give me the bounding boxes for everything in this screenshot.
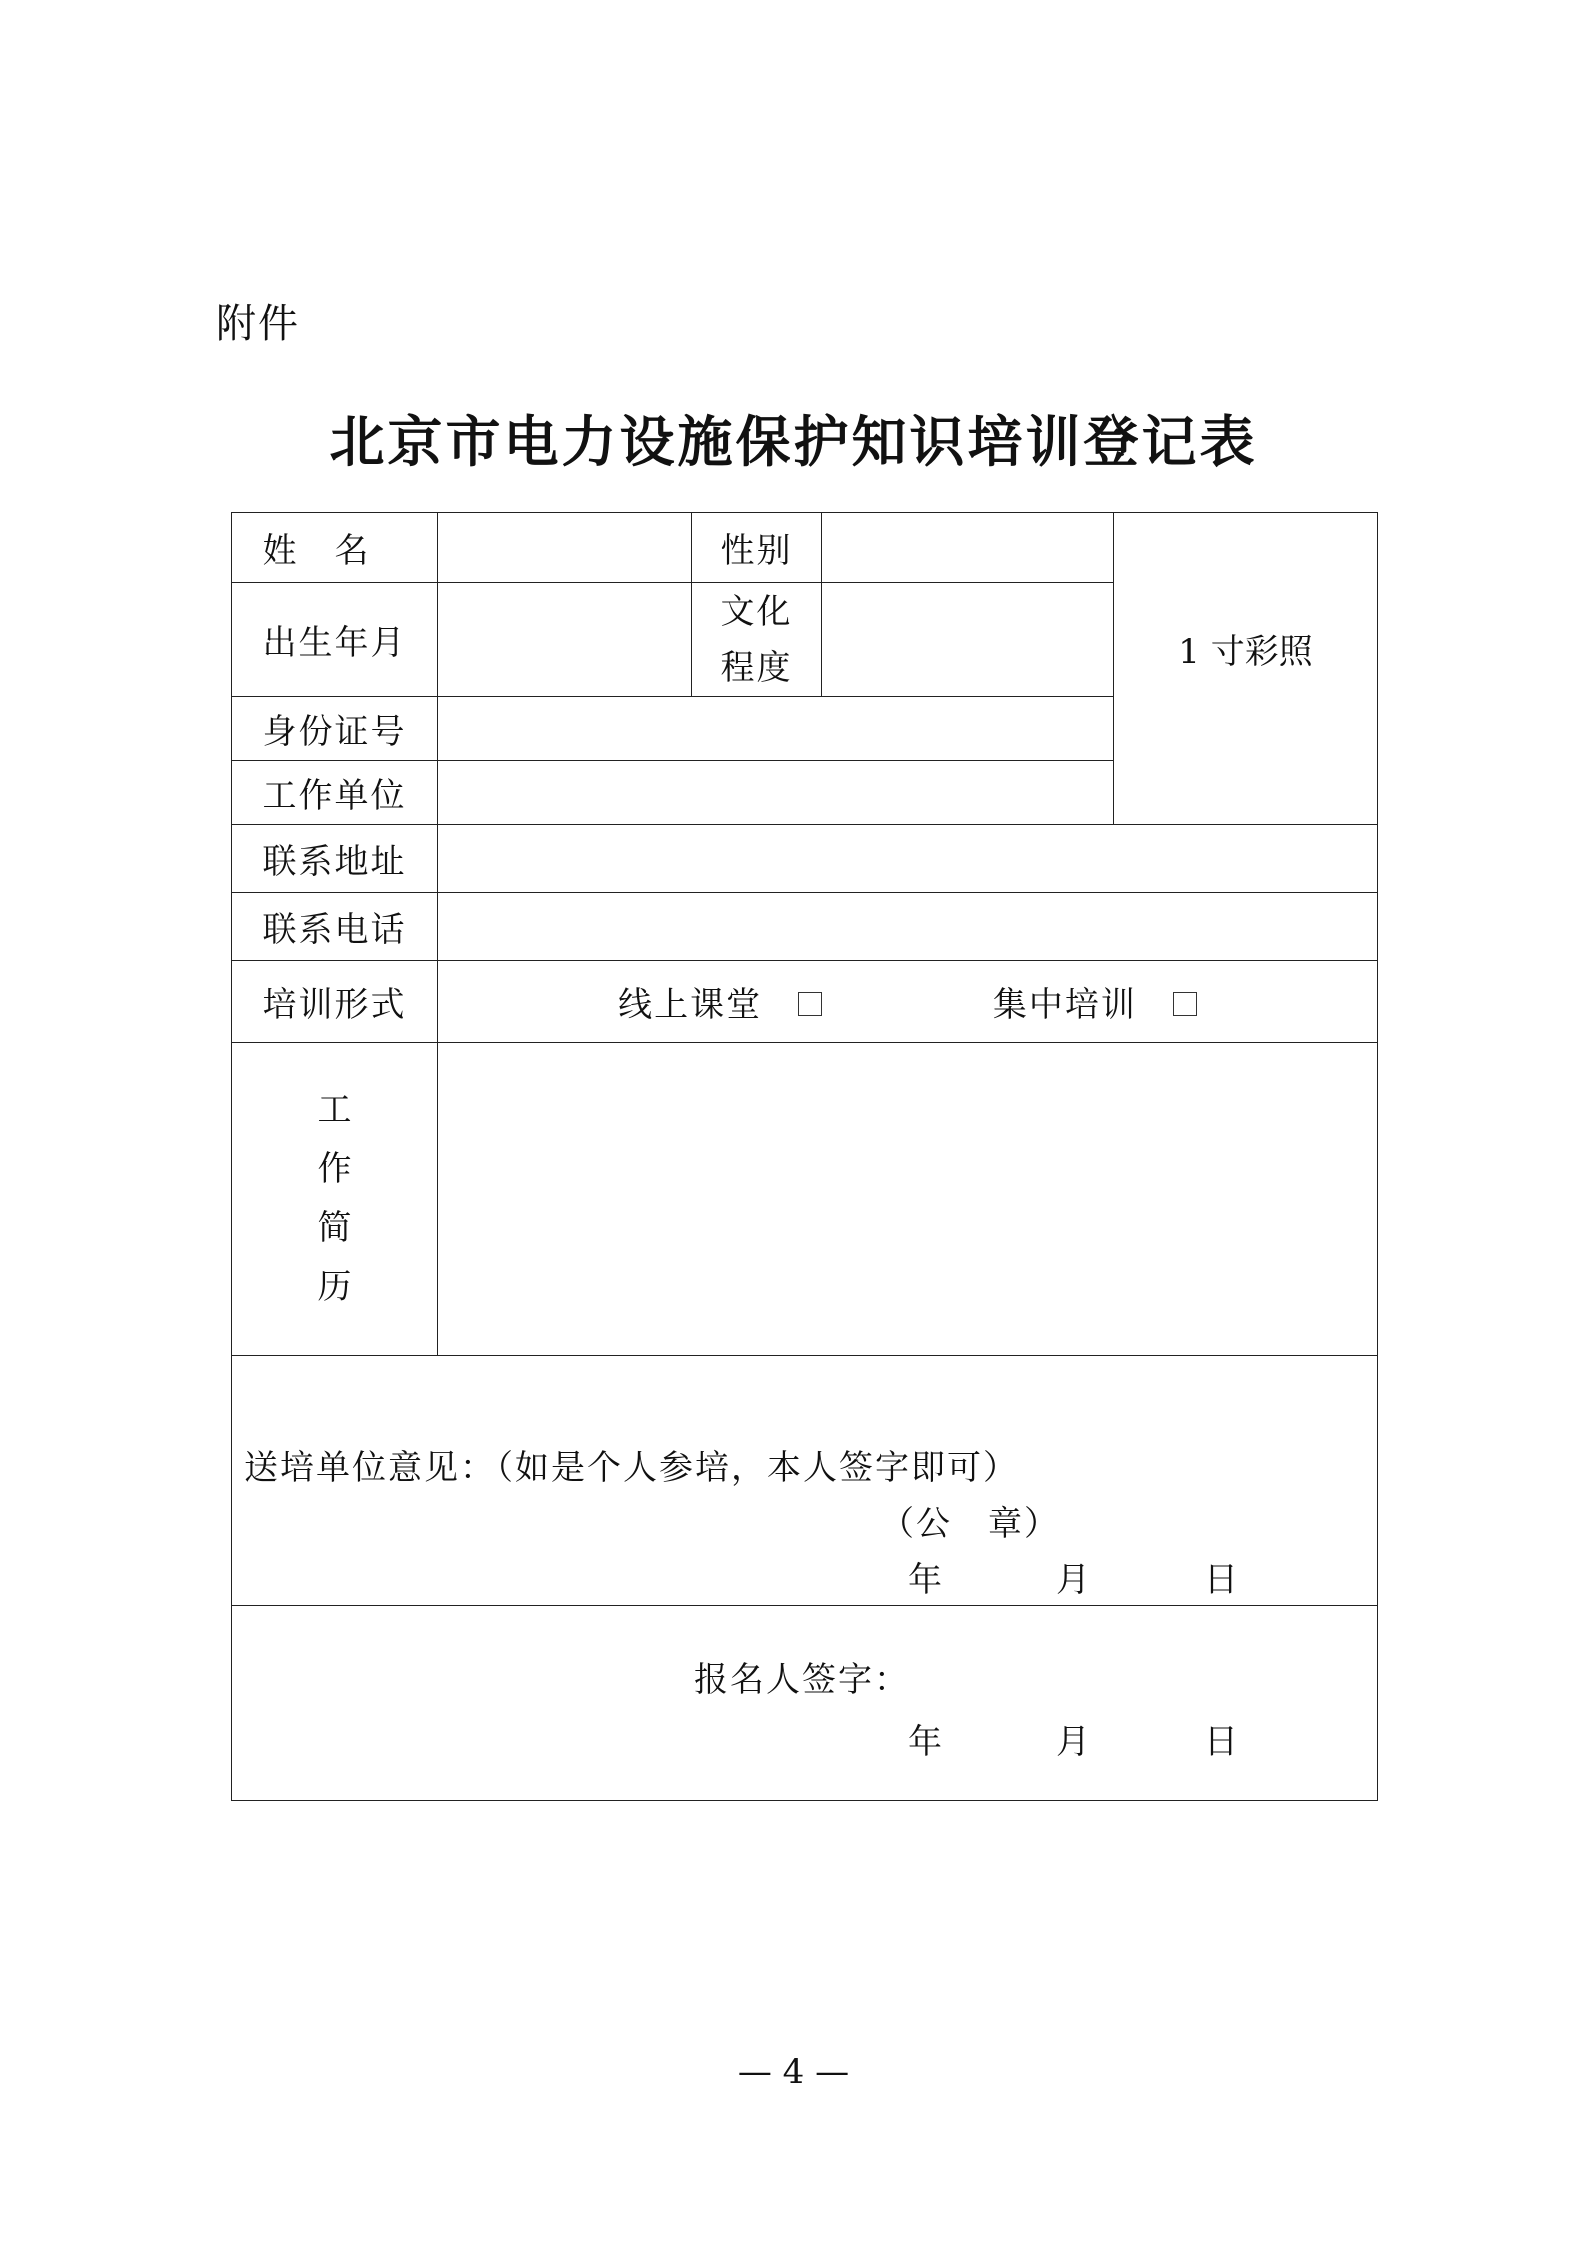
training-form-options [438,961,1378,1043]
birth-field[interactable] [438,583,692,697]
education-label-line1: 文化 [720,591,793,632]
photo-box[interactable] [1114,513,1378,825]
birth-label: 出生年月 [232,583,438,697]
sign-date-day: 日 [1204,1722,1238,1762]
employer-label: 工作单位 [232,761,438,825]
sponsor-opinion-cell[interactable] [232,1356,1378,1606]
resume-char-2: 作 [317,1149,352,1189]
opinion-date-month: 月 [1056,1560,1090,1600]
opinion-date-year: 年 [908,1560,942,1600]
option-online[interactable] [618,977,822,1026]
education-field[interactable] [822,583,1114,697]
sponsor-opinion-text: 送培单位意见：（如是个人参培，本人签字即可） [244,1448,1019,1488]
option-online-checkbox[interactable] [798,992,822,1016]
resume-label [232,1043,438,1356]
address-label: 联系地址 [232,825,438,893]
attachment-label: 附件 [216,301,300,347]
education-label [692,583,822,697]
opinion-date-day: 日 [1204,1560,1238,1600]
sign-date [908,1714,1238,1763]
sign-date-month: 月 [1056,1722,1090,1762]
phone-label: 联系电话 [232,893,438,961]
opinion-date [908,1552,1238,1601]
phone-field[interactable] [438,893,1378,961]
resume-char-3: 简 [317,1208,352,1248]
education-label-line2: 程度 [720,647,793,688]
training-form-label: 培训形式 [232,961,438,1043]
name-field[interactable] [438,513,692,583]
photo-label: 1 寸彩照 [1178,632,1313,672]
form-title: 北京市电力设施保护知识培训登记表 [329,410,1258,474]
option-centralized-checkbox[interactable] [1173,992,1197,1016]
registration-form-table [231,512,1378,1801]
id-number-field[interactable] [438,697,1114,761]
gender-field[interactable] [822,513,1114,583]
resume-field[interactable] [438,1043,1378,1356]
sign-date-year: 年 [908,1722,942,1762]
name-label: 姓名 [232,513,438,583]
option-online-label: 线上课堂 [618,985,763,1025]
employer-field[interactable] [438,761,1114,825]
address-field[interactable] [438,825,1378,893]
option-centralized-label: 集中培训 [992,985,1137,1025]
id-number-label: 身份证号 [232,697,438,761]
resume-char-1: 工 [317,1090,352,1130]
applicant-sign-cell[interactable] [232,1606,1378,1801]
resume-char-4: 历 [317,1267,352,1307]
option-centralized[interactable] [993,977,1197,1026]
applicant-sign-label: 报名人签字： [694,1660,910,1700]
official-seal-label: （公 章） [880,1504,1060,1544]
gender-label: 性别 [692,513,822,583]
page-number: — 4 — [737,2052,850,2092]
